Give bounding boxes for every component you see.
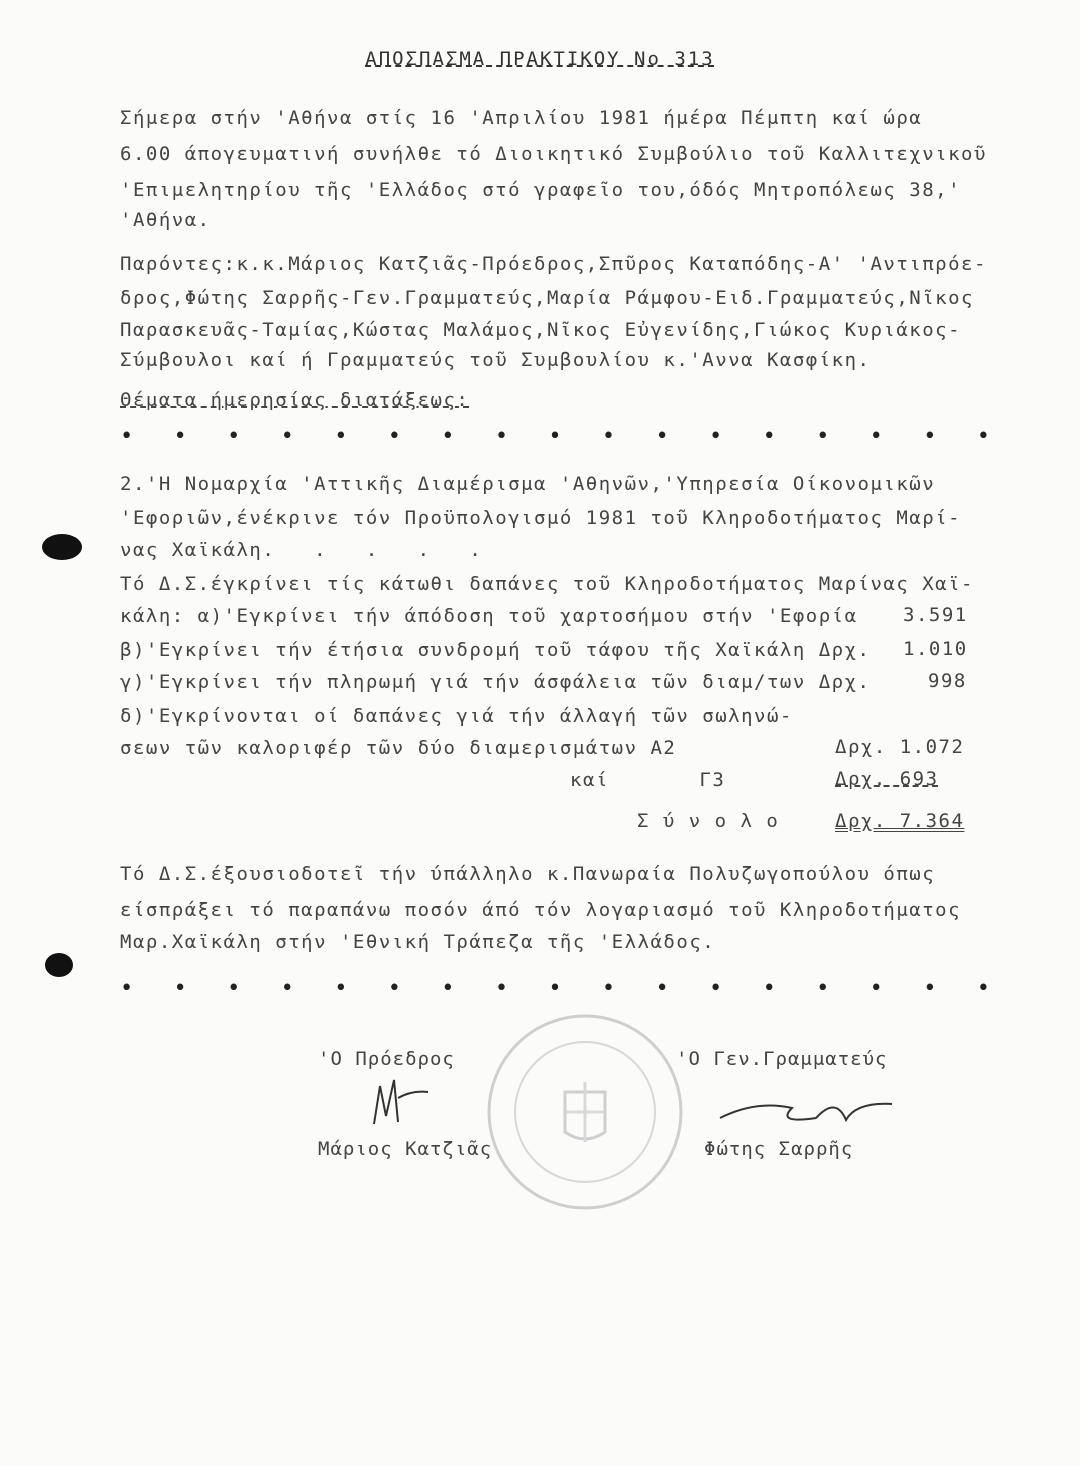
- present-line: Σύμβουλοι καί ή Γραμματεύς τοῦ Συμβουλίου κ.'Αννα Κασφίκη.: [120, 349, 871, 371]
- authorization-line: είσπράξει τό παραπάνω ποσόν άπό τόν λογαριασμό τοῦ Κληροδοτήματος: [120, 899, 962, 921]
- signatory-left-name: Μάριος Κατζιᾶς: [318, 1138, 493, 1160]
- agenda-heading: Θέματα ήμερησίας διατάξεως:: [120, 389, 470, 411]
- secretary-signature: [716, 1090, 896, 1140]
- present-line: Παρασκευᾶς-Ταμίας,Κώστας Μαλάμος,Νῖκος Εὐγενίδης,Γιώκος Κυριάκος-: [120, 319, 962, 341]
- intro-line: 'Επιμελητηρίου τῆς 'Ελλάδος στό γραφεῖο του,όδός Μητροπόλεως 38,': [120, 179, 962, 201]
- approval-line: γ)'Εγκρίνει τήν πληρωμή γιά τήν άσφάλεια τῶν διαμ/των Δρχ.: [120, 671, 871, 693]
- ellipsis-row: • • • • • • • • • • • • • • • • •: [120, 976, 990, 1001]
- approval-line: κάλη: α)'Εγκρίνει τήν άπόδοση τοῦ χαρτοσήμου στήν 'Εφορία: [120, 605, 858, 627]
- ellipsis-row: • • • • • • • • • • • • • • • • •: [120, 424, 990, 449]
- approval-line: καί Γ3: [570, 769, 726, 791]
- approval-line: δ)'Εγκρίνονται οί δαπάνες γιά τήν άλλαγή τῶν σωληνώ-: [120, 705, 793, 727]
- total-label: Σ ύ ν ο λ ο: [637, 810, 780, 832]
- amount-d-a2: Δρχ. 1.072: [835, 736, 965, 758]
- approval-line: σεων τῶν καλοριφέρ τῶν δύο διαμερισμάτων Α2: [120, 737, 677, 759]
- authorization-line: Μαρ.Χαϊκάλη στήν 'Εθνική Τράπεζα τῆς 'Ελλάδος.: [120, 931, 716, 953]
- signatory-left-title: 'Ο Πρόεδρος: [318, 1048, 455, 1070]
- intro-line: 'Αθήνα.: [120, 209, 211, 231]
- amount-c: 998: [928, 670, 967, 692]
- total-amount: Δρχ. 7.364: [835, 810, 965, 832]
- punch-hole-mark: [42, 948, 76, 982]
- intro-line: 6.00 άπογευματινή συνήλθε τό Διοικητικό Συμβούλιο τοῦ Καλλιτεχνικοῦ: [120, 143, 987, 165]
- signatory-right-name: Φώτης Σαρρῆς: [704, 1138, 854, 1160]
- intro-line: Σήμερα στήν 'Αθήνα στίς 16 'Απριλίου 1981 ήμέρα Πέμπτη καί ώρα: [120, 107, 923, 129]
- present-line: Παρόντες:κ.κ.Μάριος Κατζιᾶς-Πρόεδρος,Σπῦρος Καταπόδης-Α' 'Αντιπρόε-: [120, 253, 987, 275]
- amount-b: 1.010: [903, 638, 968, 660]
- amount-d-g3: Δρχ. 693: [835, 768, 939, 790]
- item2-line: 2.'Η Νομαρχία 'Αττικῆς Διαμέρισμα 'Αθηνῶν,'Υπηρεσία Οίκονομικῶν: [120, 473, 936, 495]
- punch-hole-mark: [40, 530, 84, 564]
- official-seal: [485, 1012, 685, 1212]
- item2-line: νας Χαϊκάλη. . . . .: [120, 539, 483, 561]
- present-line: δρος,Φώτης Σαρρῆς-Γεν.Γραμματεύς,Μαρία Ράμφου-Ειδ.Γραμματεύς,Νῖκος: [120, 287, 974, 309]
- approval-line: Τό Δ.Σ.έγκρίνει τίς κάτωθι δαπάνες τοῦ Κληροδοτήματος Μαρίνας Χαϊ-: [120, 573, 974, 595]
- amount-a: 3.591: [903, 604, 968, 626]
- document-title: ΑΠΟΣΠΑΣΜΑ ΠΡΑΚΤΙΚΟΥ Νο 313: [365, 48, 715, 70]
- item2-line: 'Εφοριῶν,ένέκρινε τόν Προϋπολογισμό 1981 τοῦ Κληροδοτήματος Μαρί-: [120, 507, 962, 529]
- authorization-line: Τό Δ.Σ.έξουσιοδοτεῖ τήν ύπάλληλο κ.Πανωραία Πολυζωγοπούλου όπως: [120, 863, 936, 885]
- approval-line: β)'Εγκρίνει τήν έτήσια συνδρομή τοῦ τάφου τῆς Χαϊκάλη Δρχ.: [120, 639, 871, 661]
- signatory-right-title: 'Ο Γεν.Γραμματεύς: [676, 1048, 888, 1070]
- president-signature: [368, 1072, 448, 1132]
